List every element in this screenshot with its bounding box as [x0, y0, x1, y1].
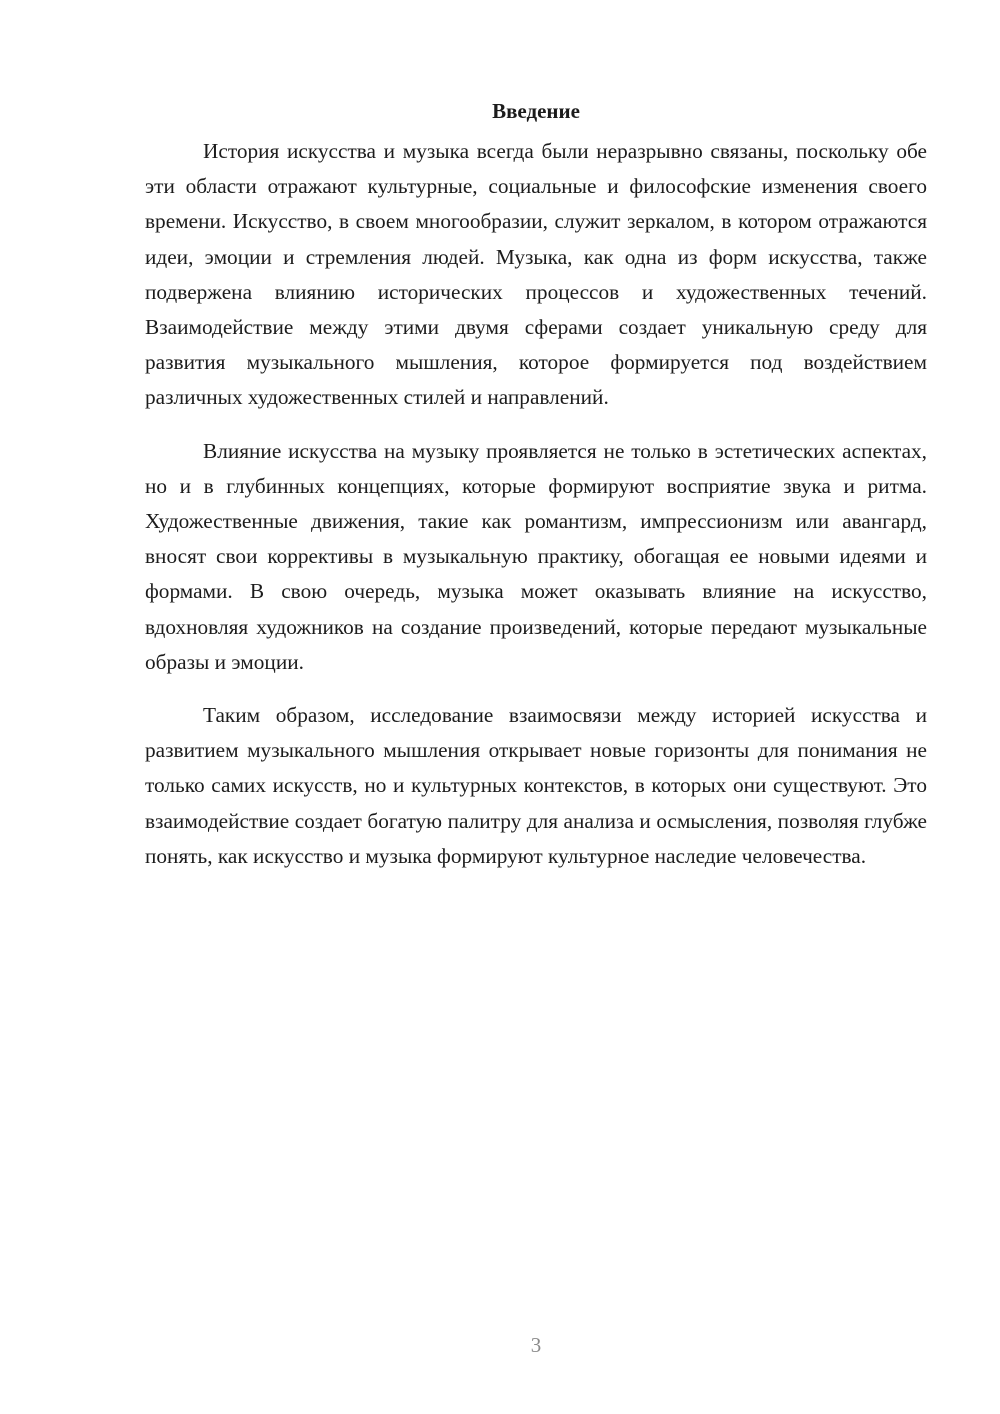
paragraph-2: Влияние искусства на музыку проявляется не только в эстетических аспектах, но и в глубинных концепциях, которые формируют восприятие звука и ритма. Художественные движения, такие как романтизм, импрессионизм или авангард, вносят свои коррективы в музыкальную практику, обогащая ее новыми идеями и формами. В свою очередь, музыка может оказывать влияние на искусство, вдохновляя художников на создание произведений, которые передают музыкальные образы и эмоции.	[145, 438, 927, 674]
paragraph-3: Таким образом, исследование взаимосвязи между историей искусства и развитием музыкального мышления открывает новые горизонты для понимания не только самих искусств, но и культурных контекстов, в которых они существуют. Это взаимодействие создает богатую палитру для анализа и осмысления, позволяя глубже понять, как искусство и музыка формируют культурное наследие человечества.	[145, 703, 927, 868]
page-content	[145, 96, 927, 892]
page-number: 3	[530, 1333, 542, 1357]
paragraph-1: История искусства и музыка всегда были неразрывно связаны, поскольку обе эти области отражают культурные, социальные и философские изменения своего времени. Искусство, в своем многообразии, служит зеркалом, в котором отражаются идеи, эмоции и стремления людей. Музыка, как одна из форм искусства, также подвержена влиянию исторических процессов и художественных течений. Взаимодействие между этими двумя сферами создает уникальную среду для развития музыкального мышления, которое формируется под воздействием различных художественных стилей и направлений.	[145, 139, 927, 410]
section-heading: Введение	[492, 99, 580, 123]
